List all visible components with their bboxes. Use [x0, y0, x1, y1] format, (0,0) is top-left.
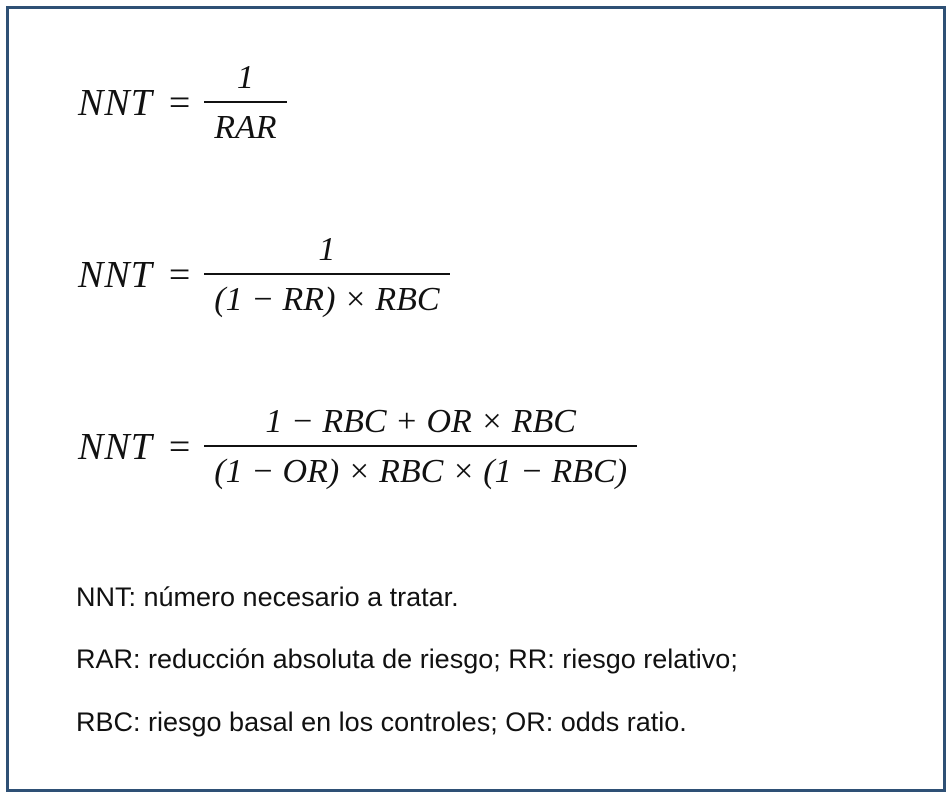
fraction [204, 56, 286, 150]
fraction-numerator: 1 [236, 59, 254, 96]
fraction-denominator: (1 − OR) × RBC × (1 − RBC) [214, 453, 628, 491]
equation-nnt-or-rbc [78, 400, 892, 494]
fraction [204, 228, 449, 322]
equals-sign: = [168, 81, 191, 124]
fraction-numerator: 1 [318, 230, 336, 268]
legend-block [76, 580, 892, 740]
equation-nnt-rr-rbc [78, 228, 892, 322]
fraction-denominator: (1 − RR) × RBC [214, 281, 440, 319]
equals-sign: = [168, 253, 191, 296]
legend-line-nnt: NNT: número necesario a tratar. [76, 581, 459, 612]
fraction [204, 400, 637, 494]
fraction-numerator: 1 − RBC + OR × RBC [265, 402, 576, 440]
equation-lhs: NNT [78, 253, 153, 296]
fraction-denominator: RAR [214, 109, 277, 147]
equation-lhs: NNT [78, 425, 153, 468]
legend-line-rbc-or: RBC: riesgo basal en los controles; OR: odds ratio. [76, 706, 687, 737]
equation-nnt-rar [78, 56, 892, 150]
equals-sign: = [168, 425, 191, 468]
legend-line-rar-rr: RAR: reducción absoluta de riesgo; RR: riesgo relativo; [76, 644, 738, 675]
equation-lhs: NNT [78, 81, 153, 124]
